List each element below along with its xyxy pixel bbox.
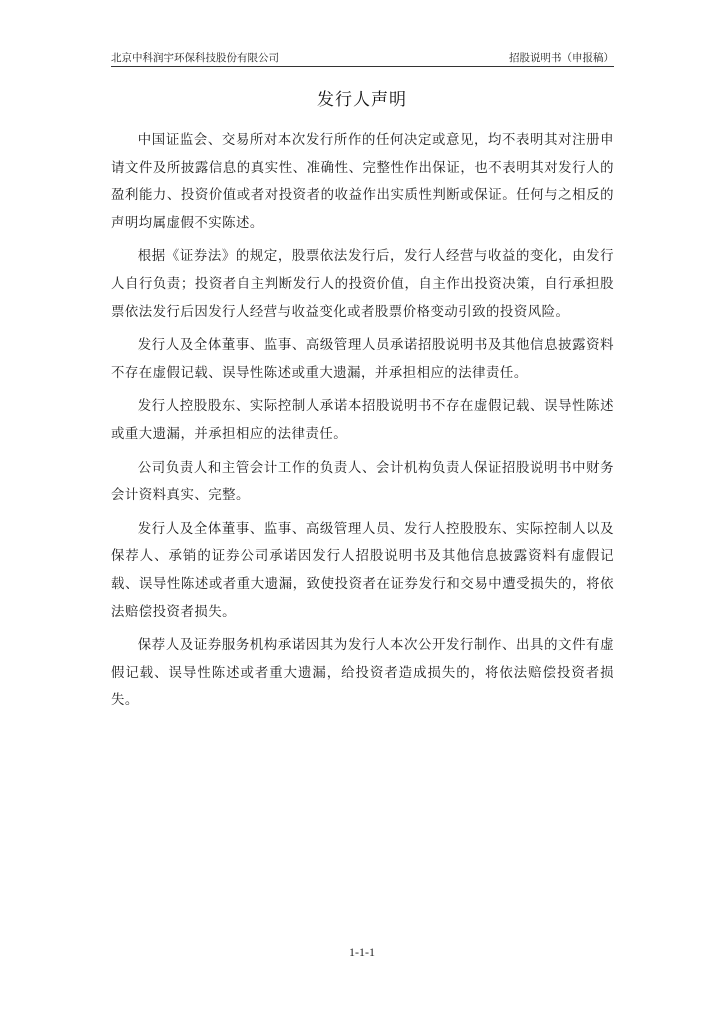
- statement-body: [111, 127, 614, 721]
- page-number: 1-1-1: [349, 945, 375, 959]
- paragraph-board-commitment: 发行人及全体董事、监事、高级管理人员承诺招股说明书及其他信息披露资料不存在虚假记载、误导性陈述或重大遗漏，并承担相应的法律责任。: [111, 338, 614, 381]
- page-title: 发行人声明: [317, 90, 407, 110]
- header-company-name: 北京中科润宇环保科技股份有限公司: [111, 52, 279, 64]
- paragraph-accounting-guarantee: 公司负责人和主管会计工作的负责人、会计机构负责人保证招股说明书中财务会计资料真实、完整。: [111, 460, 614, 504]
- page-header: [111, 50, 614, 66]
- paragraph-investment-risk: 根据《证券法》的规定，股票依法发行后，发行人经营与收益的变化，由发行人自行负责；投资者自主判断发行人的投资价值，自主作出投资决策，自行承担股票依法发行后因发行人经营与收益变化或者股票价格变动引致的投资风险。: [111, 249, 614, 320]
- paragraph-compensation-commitment: 发行人及全体董事、监事、高级管理人员、发行人控股股东、实际控制人以及保荐人、承销的证券公司承诺因发行人招股说明书及其他信息披露资料有虚假记载、误导性陈述或者重大遗漏，致使投资者在证券发行和交易中遭受损失的，将依法赔偿投资者损失。: [111, 521, 614, 620]
- header-document-type: 招股说明书（申报稿）: [509, 52, 614, 64]
- header-rule: [111, 66, 614, 67]
- paragraph-controller-commitment: 发行人控股股东、实际控制人承诺本招股说明书不存在虚假记载、误导性陈述或重大遗漏，并承担相应的法律责任。: [111, 399, 614, 442]
- paragraph-sponsor-commitment: 保荐人及证券服务机构承诺因其为发行人本次公开发行制作、出具的文件有虚假记载、误导性陈述或者重大遗漏，给投资者造成损失的，将依法赔偿投资者损失。: [111, 638, 614, 709]
- paragraph-csrc-disclaimer: 中国证监会、交易所对本次发行所作的任何决定或意见，均不表明其对注册申请文件及所披露信息的真实性、准确性、完整性作出保证，也不表明其对发行人的盈利能力、投资价值或者对投资者的收益作出实质性判断或保证。任何与之相反的声明均属虚假不实陈述。: [111, 133, 614, 231]
